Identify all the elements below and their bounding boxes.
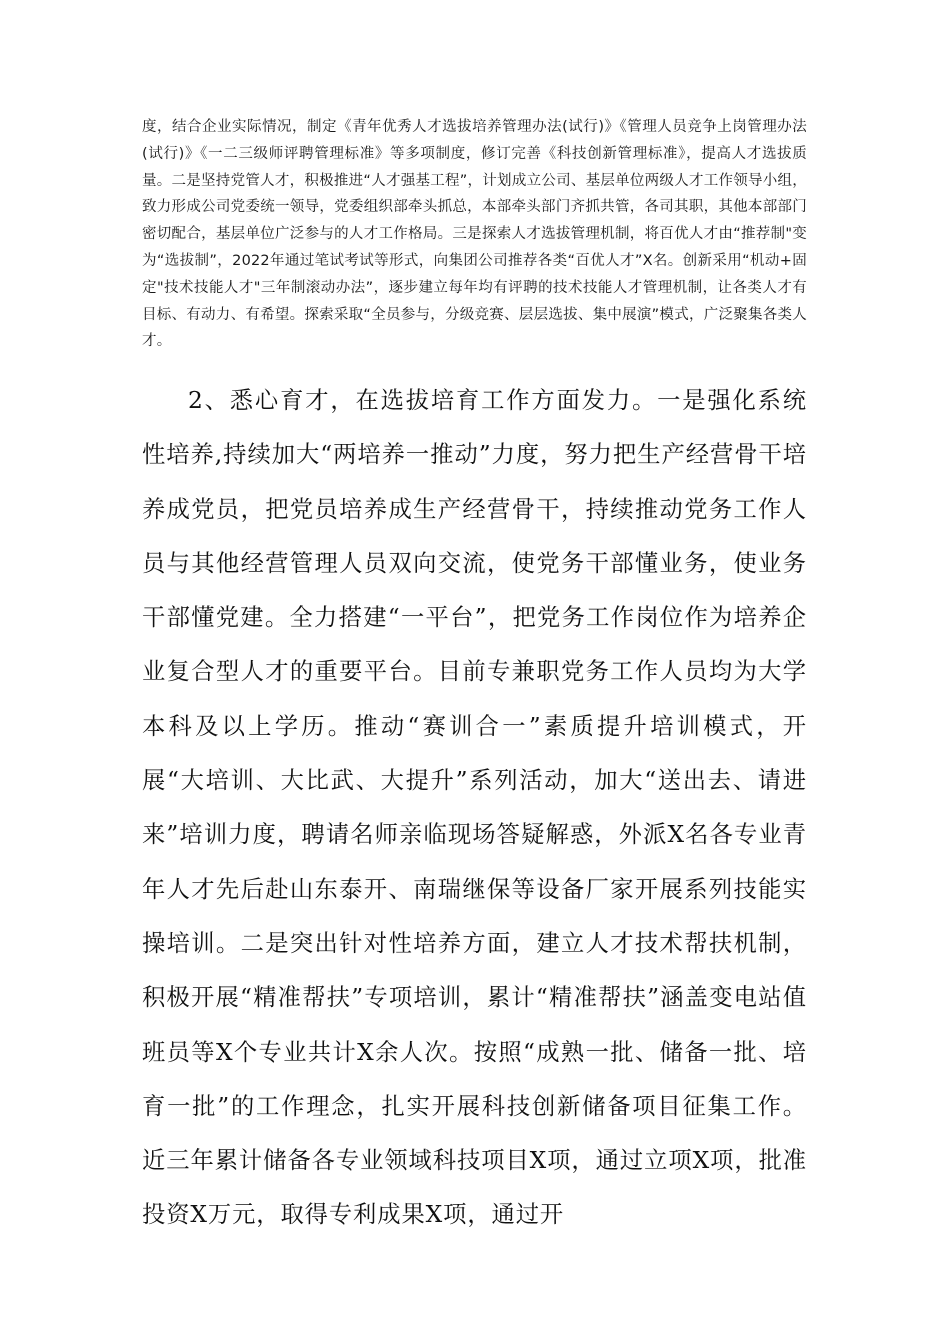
paragraph-talent-selection: 度，结合企业实际情况，制定《青年优秀人才选拔培养管理办法(试行)》《管理人员竞争上岗管理办法(试行)》《一二三级师评聘管理标准》等多项制度，修订完善《科技创新管理标准》，提高人才选拔质量。二是坚持党管人才，积极推进“人才强基工程”，计划成立公司、基层单位两级人才工作领导小组，致力形成公司党委统一领导，党委组织部牵头抓总，本部牵头部门齐抓共管，各司其职，其他本部部门密切配合，基层单位广泛参与的人才工作格局。三是探索人才选拔管理机制，将百优人才由“推荐制"变为“选拔制”，2022年通过笔试考试等形式，向集团公司推荐各类“百优人才”X名。创新采用“机动+固定"技术技能人才"三年制滚动办法”，逐步建立每年均有评聘的技术技能人才管理机制，让各类人才有目标、有动力、有希望。探索采取“全员参与，分级竞赛、层层选拔、集中展演”模式，广泛聚集各类人才。	[142, 119, 807, 350]
paragraph-talent-cultivation-text: 2、悉心育才，在选拔培育工作方面发力。一是强化系统性培养,持续加大“两培养一推动”力度，努力把生产经营骨干培养成党员，把党员培养成生产经营骨干，持续推动党务工作人员与其他经营管理人员双向交流，使党务干部懂业务，使业务干部懂党建。全力搭建“一平台”，把党务工作岗位作为培养企业复合型人才的重要平台。目前专兼职党务工作人员均为大学本科及以上学历。推动“赛训合一”素质提升培训模式，开展“大培训、大比武、大提升”系列活动，加大“送出去、请进来”培训力度，聘请名师亲临现场答疑解惑，外派X名各专业青年人才先后赴山东泰开、南瑞继保等设备厂家开展系列技能实操培训。二是突出针对性培养方面，建立人才技术帮扶机制，积极开展“精准帮扶”专项培训，累计“精准帮扶”涵盖变电站值班员等X个专业共计X余人次。按照“成熟一批、储备一批、培育一批”的工作理念，扎实开展科技创新储备项目征集工作。近三年累计储备各专业领域科技项目X项，通过立项X项，批准投资X万元，取得专利成果X项，通过开	[142, 387, 807, 1229]
paragraph-talent-cultivation	[142, 374, 807, 1243]
